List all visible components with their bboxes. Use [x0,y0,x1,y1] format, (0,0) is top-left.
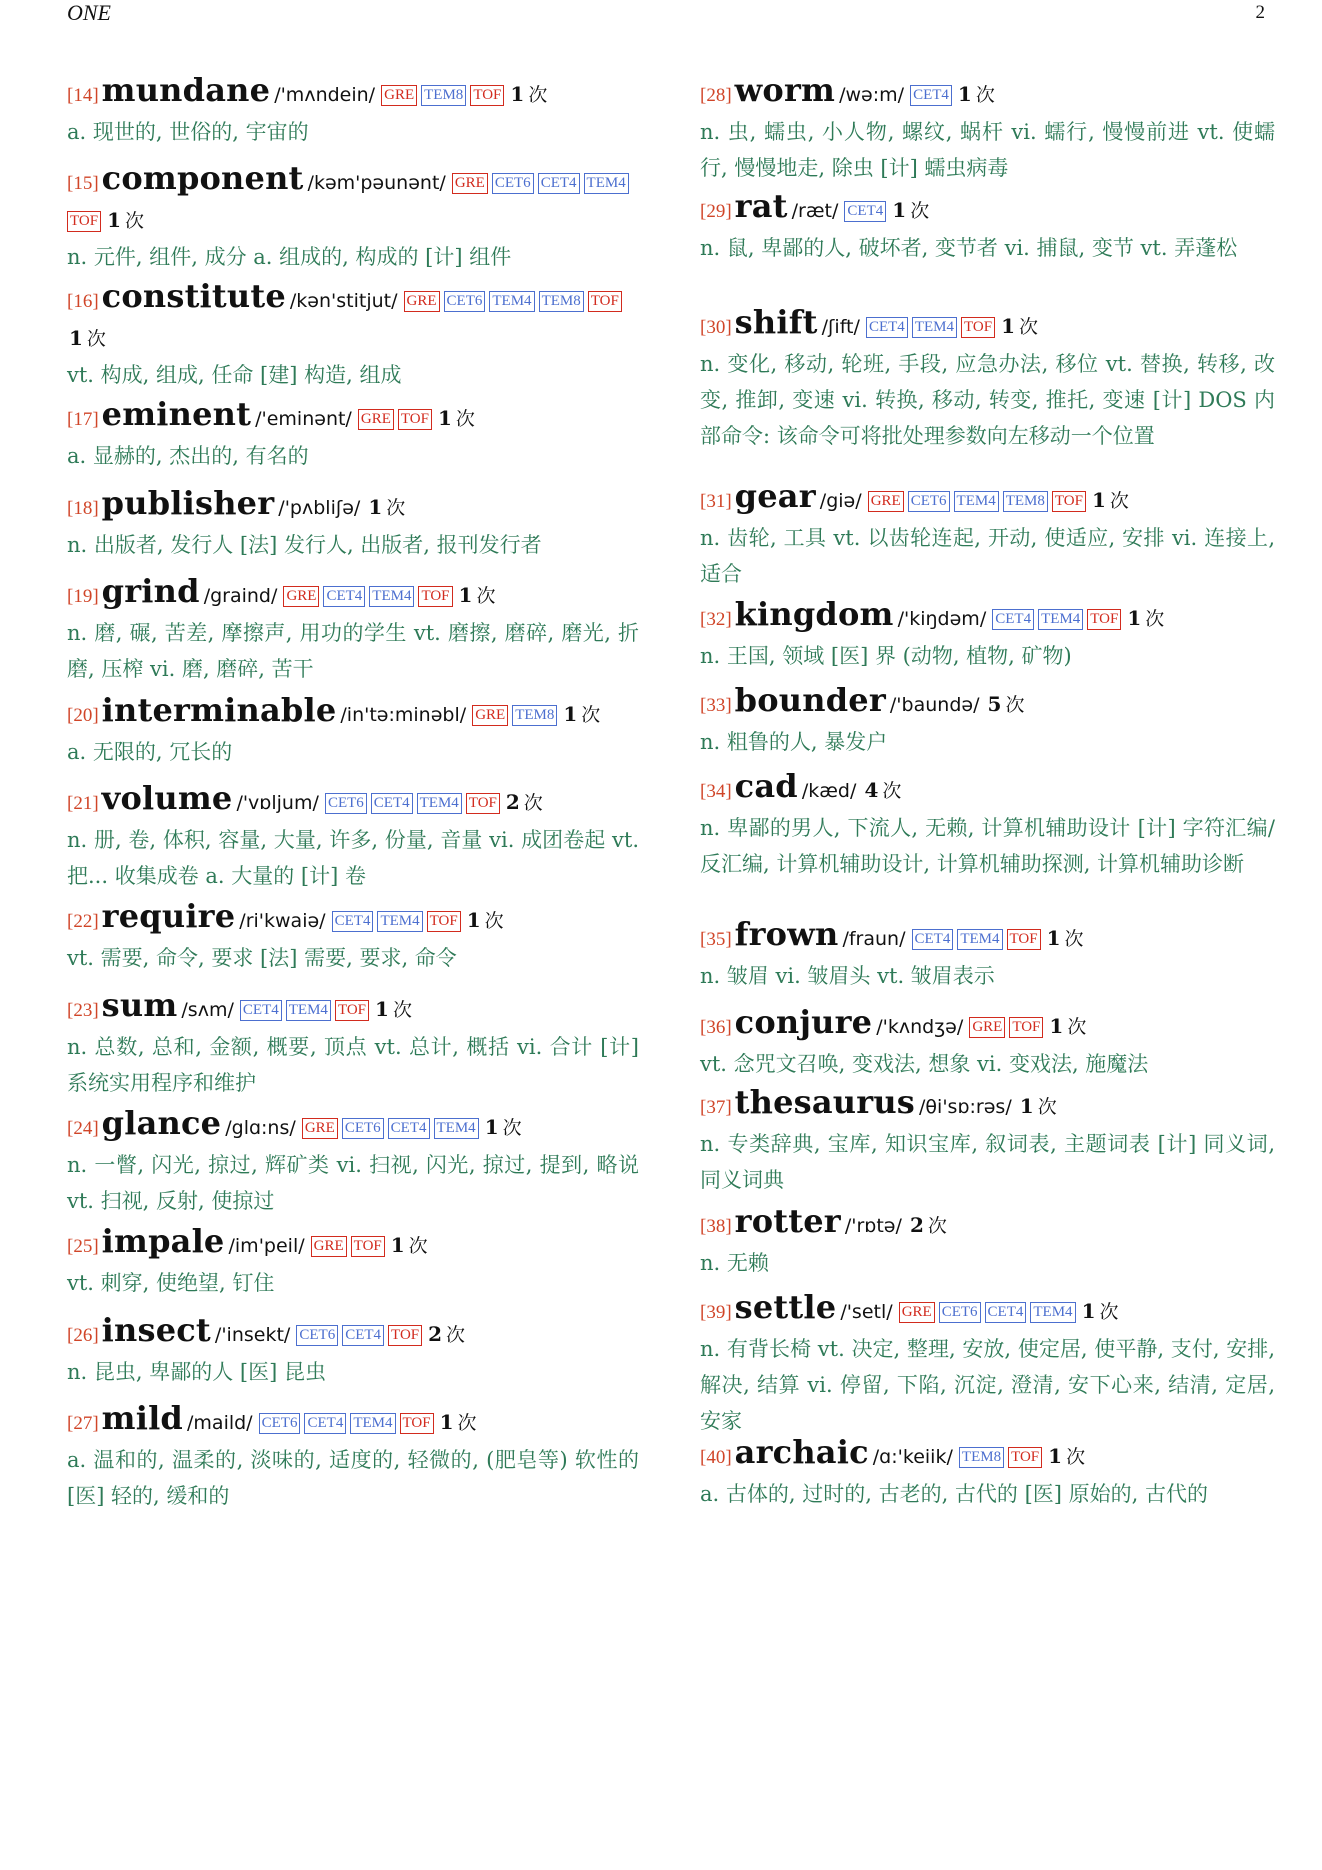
dictionary-entry [700,1434,1275,1512]
entry-headline [67,485,639,527]
entry-headline [67,278,639,357]
entry-headline [700,596,1275,638]
exam-tag-badge: TOF [466,793,500,814]
exam-tag-badge: TEM4 [957,929,1002,950]
exam-tag-badge: TEM4 [350,1413,395,1434]
occurrence-unit: 次 [581,704,601,726]
headword: conjure [734,1003,873,1041]
page-number: 2 [1255,2,1265,23]
exam-tag-badge: TOF [398,409,432,430]
pronunciation: /ri'kwaiə/ [239,910,326,932]
pronunciation: /fraun/ [842,928,906,950]
pronunciation: /'pʌbliʃə/ [278,497,361,519]
exam-tag-badge: TEM8 [539,291,584,312]
entry-headline [700,1004,1275,1046]
headword: sum [101,986,178,1024]
occurrence-count: 1 [1049,1014,1064,1038]
entry-number: [39] [700,1302,732,1323]
pronunciation: /'kʌndʒə/ [876,1016,964,1038]
entry-headline [67,898,639,940]
dictionary-entry [67,573,639,687]
exam-tag-badge: GRE [358,409,394,430]
definition-text: n. 磨, 碾, 苦差, 摩擦声, 用功的学生 vt. 磨擦, 磨碎, 磨光, 折磨, 压榨 vi. 磨, 磨碎, 苦干 [67,621,639,681]
occurrence-unit: 次 [1145,608,1165,630]
entry-number: [32] [700,609,732,630]
occurrence-count: 2 [428,1322,443,1346]
definition-text: n. 皱眉 vi. 皱眉头 vt. 皱眉表示 [700,964,995,988]
exam-tag-badge: TEM4 [1030,1302,1075,1323]
dictionary-entry [700,916,1275,994]
occurrence-unit: 次 [1099,1301,1119,1323]
definition-text: n. 专类辞典, 宝库, 知识宝库, 叙词表, 主题词表 [计] 同义词, 同义词典 [700,1132,1276,1192]
headword: interminable [101,691,337,729]
occurrence-unit: 次 [502,1117,522,1139]
occurrence-unit: 次 [910,200,930,222]
exam-tag-badge: GRE [899,1302,935,1323]
pronunciation: /giə/ [819,490,862,512]
exam-tag-badge: CET6 [342,1118,384,1139]
entry-headline [700,682,1275,724]
occurrence-count: 1 [458,583,473,607]
entry-number: [19] [67,586,99,607]
dictionary-entry [67,1400,639,1514]
headword: archaic [734,1433,869,1471]
entry-number: [25] [67,1236,99,1257]
definition-text: n. 变化, 移动, 轮班, 手段, 应急办法, 移位 vt. 替换, 转移, 改变, 推卸, 变速 vi. 转换, 移动, 转变, 推托, 变速 [计] DOS 内部命令: 该命令可将批处理参数向左移动一个位置 [700,352,1275,448]
entry-number: [14] [67,85,99,106]
dictionary-entry [700,1289,1275,1439]
exam-tag-badge: TOF [1052,491,1086,512]
exam-tag-badge: CET4 [910,85,952,106]
occurrence-count: 1 [1001,314,1015,338]
headword: settle [734,1288,837,1326]
definition-text: n. 卑鄙的男人, 下流人, 无赖, 计算机辅助设计 [计] 字符汇编/反汇编, 计算机辅助设计, 计算机辅助探测, 计算机辅助诊断 [700,816,1275,876]
entry-number: [23] [67,1000,99,1021]
exam-tag-badge: CET4 [323,586,365,607]
exam-tag-badge: CET6 [325,793,367,814]
exam-tag-badge: TOF [67,211,101,232]
headword: require [101,897,236,935]
pronunciation: /im'peil/ [228,1235,305,1257]
headword: cad [734,767,798,805]
entry-headline [700,916,1275,958]
entry-number: [31] [700,491,732,512]
dictionary-entry [67,72,639,150]
entry-headline [67,780,639,822]
entry-number: [30] [700,317,732,338]
exam-tag-badge: CET4 [342,1325,384,1346]
pronunciation: /sʌm/ [181,999,234,1021]
entry-number: [22] [67,911,99,932]
exam-tag-badge: TEM8 [959,1447,1004,1468]
exam-tag-badge: GRE [311,1236,347,1257]
entry-headline [67,1312,639,1354]
entry-number: [18] [67,498,99,519]
entry-headline [67,987,639,1029]
exam-tag-badge: GRE [452,173,488,194]
exam-tag-badge: CET6 [492,173,534,194]
pronunciation: /maild/ [187,1412,253,1434]
occurrence-count: 1 [1048,1444,1063,1468]
exam-tag-badge: TOF [1008,1447,1042,1468]
pronunciation: /ʃift/ [821,316,860,338]
entry-number: [36] [700,1017,732,1038]
entry-headline [67,573,639,615]
exam-tag-badge: CET6 [908,491,950,512]
dictionary-entry [67,1105,639,1219]
headword: publisher [101,484,275,522]
definition-text: a. 现世的, 世俗的, 宇宙的 [67,120,309,144]
occurrence-count: 1 [1091,488,1106,512]
exam-tag-badge: TOF [588,291,622,312]
occurrence-count: 1 [484,1115,499,1139]
dictionary-entry [700,1203,1275,1281]
exam-tag-badge: TEM8 [512,705,557,726]
headword: gear [734,477,816,515]
definition-text: vt. 需要, 命令, 要求 [法] 需要, 要求, 命令 [67,946,457,970]
occurrence-count: 1 [69,326,83,350]
headword: rat [734,187,788,225]
occurrence-count: 1 [892,198,907,222]
exam-tag-badge: TEM4 [912,317,957,338]
entry-number: [21] [67,793,99,814]
occurrence-count: 1 [563,702,578,726]
exam-tag-badge: TOF [1007,929,1041,950]
dictionary-entry [67,1223,639,1301]
exam-tag-badge: GRE [404,291,440,312]
definition-text: vt. 刺穿, 使绝望, 钉住 [67,1271,275,1295]
headword: glance [101,1104,222,1142]
definition-text: n. 王国, 领域 [医] 界 (动物, 植物, 矿物) [700,644,1072,668]
entry-number: [37] [700,1097,732,1118]
occurrence-count: 1 [466,908,481,932]
definition-text: a. 温和的, 温柔的, 淡味的, 适度的, 轻微的, (肥皂等) 软性的 [医] 轻的, 缓和的 [67,1448,639,1508]
entry-headline [700,1203,1275,1245]
headword: thesaurus [734,1083,916,1121]
occurrence-count: 1 [510,82,525,106]
exam-tag-badge: TEM4 [369,586,414,607]
occurrence-unit: 次 [457,1412,477,1434]
dictionary-entry [67,987,639,1101]
pronunciation: /'setl/ [840,1301,893,1323]
exam-tag-badge: TOF [961,317,995,338]
dictionary-entry [67,1312,639,1390]
occurrence-unit: 次 [392,999,412,1021]
definition-text: n. 齿轮, 工具 vt. 以齿轮连起, 开动, 使适应, 安排 vi. 连接上, 适合 [700,526,1275,586]
pronunciation: /ræt/ [791,200,839,222]
entry-headline [67,72,639,114]
dictionary-entry [67,485,639,563]
dictionary-entry [700,72,1275,186]
exam-tag-badge: TEM4 [377,911,422,932]
pronunciation: /kæd/ [801,780,857,802]
occurrence-unit: 次 [1067,1016,1087,1038]
entry-headline [700,768,1275,810]
pronunciation: /glɑ:ns/ [225,1117,296,1139]
entry-number: [27] [67,1413,99,1434]
entry-headline [700,1084,1275,1126]
exam-tag-badge: GRE [868,491,904,512]
entry-number: [40] [700,1447,732,1468]
entry-headline [700,72,1275,114]
occurrence-unit: 次 [484,910,504,932]
occurrence-unit: 次 [1066,1446,1086,1468]
headword: volume [101,779,233,817]
definition-text: vt. 念咒文召唤, 变戏法, 想象 vi. 变戏法, 施魔法 [700,1052,1149,1076]
definition-text: n. 总数, 总和, 金额, 概要, 顶点 vt. 总计, 概括 vi. 合计 [计] 系统实用程序和维护 [67,1035,639,1095]
exam-tag-badge: TOF [351,1236,385,1257]
definition-text: n. 册, 卷, 体积, 容量, 大量, 许多, 份量, 音量 vi. 成团卷起 vt. 把... 收集成卷 a. 大量的 [计] 卷 [67,828,639,888]
occurrence-unit: 次 [86,328,106,350]
occurrence-count: 1 [375,997,389,1021]
occurrence-unit: 次 [927,1215,947,1237]
headword: grind [101,572,200,610]
occurrence-unit: 次 [386,497,406,519]
dictionary-entry [67,780,639,894]
pronunciation: /'insekt/ [214,1324,291,1346]
exam-tag-badge: CET4 [992,609,1034,630]
exam-tag-badge: GRE [302,1118,338,1139]
pronunciation: /θi'sɒ:rəs/ [919,1096,1012,1118]
dictionary-entry [700,304,1275,454]
exam-tag-badge: TOF [1009,1017,1043,1038]
exam-tag-badge: CET6 [259,1413,301,1434]
exam-tag-badge: TEM4 [1038,609,1083,630]
dictionary-entry [67,396,639,474]
entry-number: [20] [67,705,99,726]
entry-headline [700,478,1275,520]
exam-tag-badge: CET6 [444,291,486,312]
headword: kingdom [734,595,894,633]
exam-tag-badge: CET4 [538,173,580,194]
exam-tag-badge: GRE [381,85,417,106]
pronunciation: /'vɒljum/ [236,792,319,814]
definition-text: a. 古体的, 过时的, 古老的, 古代的 [医] 原始的, 古代的 [700,1482,1209,1506]
entry-headline [67,396,639,438]
exam-tag-badge: TEM4 [286,1000,331,1021]
pronunciation: /kən'stitjut/ [289,290,398,312]
occurrence-count: 1 [439,1410,454,1434]
headword: constitute [101,277,286,315]
dictionary-entry [67,898,639,976]
pronunciation: /'kiŋdəm/ [897,608,987,630]
occurrence-unit: 次 [1064,928,1084,950]
exam-tag-badge: TOF [418,586,452,607]
pronunciation: /wə:m/ [839,84,905,106]
entry-headline [700,1434,1275,1476]
entry-headline [67,160,639,239]
occurrence-count: 1 [107,208,121,232]
headword: component [101,159,304,197]
occurrence-count: 2 [909,1213,924,1237]
pronunciation: /graind/ [203,585,278,607]
exam-tag-badge: CET4 [866,317,908,338]
definition-text: n. 粗鲁的人, 暴发户 [700,730,888,754]
definition-text: n. 鼠, 卑鄙的人, 破坏者, 变节者 vi. 捕鼠, 变节 vt. 弄蓬松 [700,236,1238,260]
exam-tag-badge: GRE [472,705,508,726]
exam-tag-badge: TOF [427,911,461,932]
dictionary-entry [700,188,1275,266]
dictionary-entry [700,478,1275,592]
entry-number: [38] [700,1216,732,1237]
occurrence-count: 1 [1019,1094,1034,1118]
exam-tag-badge: TEM4 [434,1118,479,1139]
occurrence-count: 1 [437,406,452,430]
entry-headline [700,1289,1275,1331]
definition-text: n. 无赖 [700,1251,769,1275]
exam-tag-badge: TOF [470,85,504,106]
exam-tag-badge: TEM8 [421,85,466,106]
exam-tag-badge: CET4 [371,793,413,814]
exam-tag-badge: CET4 [844,201,886,222]
occurrence-unit: 次 [1018,316,1038,338]
headword: rotter [734,1202,841,1240]
exam-tag-badge: TEM4 [417,793,462,814]
occurrence-unit: 次 [476,585,496,607]
definition-text: n. 昆虫, 卑鄙的人 [医] 昆虫 [67,1360,326,1384]
headword: mild [101,1399,184,1437]
exam-tag-badge: CET4 [240,1000,282,1021]
dictionary-entry [67,278,639,393]
pronunciation: /'baundə/ [889,694,980,716]
exam-tag-badge: GRE [969,1017,1005,1038]
pronunciation: /'rɒtə/ [844,1215,902,1237]
occurrence-count: 4 [864,778,879,802]
occurrence-count: 1 [1081,1299,1096,1323]
exam-tag-badge: CET4 [304,1413,346,1434]
definition-text: n. 虫, 蠕虫, 小人物, 螺纹, 蜗杆 vi. 蠕行, 慢慢前进 vt. 使蠕行, 慢慢地走, 除虫 [计] 蠕虫病毒 [700,120,1275,180]
entry-headline [67,1223,639,1265]
exam-tag-badge: CET6 [296,1325,338,1346]
entry-number: [34] [700,781,732,802]
dictionary-entry [67,160,639,275]
occurrence-count: 1 [1127,606,1142,630]
entry-number: [33] [700,695,732,716]
entry-number: [26] [67,1325,99,1346]
occurrence-unit: 次 [975,84,995,106]
entry-number: [35] [700,929,732,950]
dictionary-entry [700,1004,1275,1082]
pronunciation: /ɑ:'keiik/ [872,1446,953,1468]
pronunciation: /in'tə:minəbl/ [340,704,467,726]
occurrence-count: 1 [390,1233,405,1257]
occurrence-count: 1 [368,495,383,519]
pronunciation: /'eminənt/ [255,408,352,430]
dictionary-entry [700,596,1275,674]
occurrence-unit: 次 [528,84,548,106]
definition-text: vt. 构成, 组成, 任命 [建] 构造, 组成 [67,363,402,387]
occurrence-unit: 次 [1037,1096,1057,1118]
exam-tag-badge: TEM4 [584,173,629,194]
occurrence-count: 5 [987,692,1002,716]
entry-number: [28] [700,85,732,106]
dictionary-entry [67,692,639,770]
entry-headline [700,304,1275,346]
entry-headline [700,188,1275,230]
headword: impale [101,1222,225,1260]
headword: worm [734,71,836,109]
entry-headline [67,692,639,734]
headword: bounder [734,681,886,719]
definition-text: n. 一瞥, 闪光, 掠过, 辉矿类 vi. 扫视, 闪光, 掠过, 提到, 略说 vt. 扫视, 反射, 使掠过 [67,1153,639,1213]
entry-number: [17] [67,409,99,430]
definition-text: n. 出版者, 发行人 [法] 发行人, 出版者, 报刊发行者 [67,533,542,557]
exam-tag-badge: TOF [335,1000,369,1021]
headword: insect [101,1311,211,1349]
headword: frown [734,915,839,953]
definition-text: a. 无限的, 冗长的 [67,740,233,764]
pronunciation: /'mʌndein/ [274,84,376,106]
headword: eminent [101,395,252,433]
occurrence-unit: 次 [1005,694,1025,716]
headword: shift [734,303,818,341]
exam-tag-badge: CET4 [985,1302,1027,1323]
exam-tag-badge: CET4 [912,929,954,950]
pronunciation: /kəm'pəunənt/ [307,172,446,194]
occurrence-count: 1 [1046,926,1061,950]
headword: mundane [101,71,271,109]
entry-number: [24] [67,1118,99,1139]
page-header-title: ONE [67,0,111,25]
exam-tag-badge: TOF [400,1413,434,1434]
entry-headline [67,1105,639,1147]
exam-tag-badge: GRE [283,586,319,607]
occurrence-unit: 次 [125,210,145,232]
exam-tag-badge: TOF [388,1325,422,1346]
dictionary-entry [700,768,1275,882]
entry-number: [29] [700,201,732,222]
definition-text: n. 有背长椅 vt. 决定, 整理, 安放, 使定居, 使平静, 支付, 安排, 解决, 结算 vi. 停留, 下陷, 沉淀, 澄清, 安下心来, 结清, 定居, 安家 [700,1337,1275,1433]
exam-tag-badge: CET4 [388,1118,430,1139]
occurrence-unit: 次 [523,792,543,814]
occurrence-unit: 次 [882,780,902,802]
entry-number: [16] [67,291,99,312]
exam-tag-badge: CET4 [332,911,374,932]
exam-tag-badge: TEM4 [954,491,999,512]
exam-tag-badge: TEM4 [489,291,534,312]
exam-tag-badge: CET6 [939,1302,981,1323]
definition-text: a. 显赫的, 杰出的, 有名的 [67,444,309,468]
occurrence-count: 2 [505,790,520,814]
entry-headline [67,1400,639,1442]
dictionary-entry [700,682,1275,760]
exam-tag-badge: TOF [1087,609,1121,630]
occurrence-unit: 次 [408,1235,428,1257]
definition-text: n. 元件, 组件, 成分 a. 组成的, 构成的 [计] 组件 [67,245,512,269]
exam-tag-badge: TEM8 [1003,491,1048,512]
entry-number: [15] [67,173,99,194]
occurrence-unit: 次 [446,1324,466,1346]
occurrence-unit: 次 [455,408,475,430]
dictionary-entry [700,1084,1275,1198]
occurrence-count: 1 [957,82,972,106]
occurrence-unit: 次 [1109,490,1129,512]
